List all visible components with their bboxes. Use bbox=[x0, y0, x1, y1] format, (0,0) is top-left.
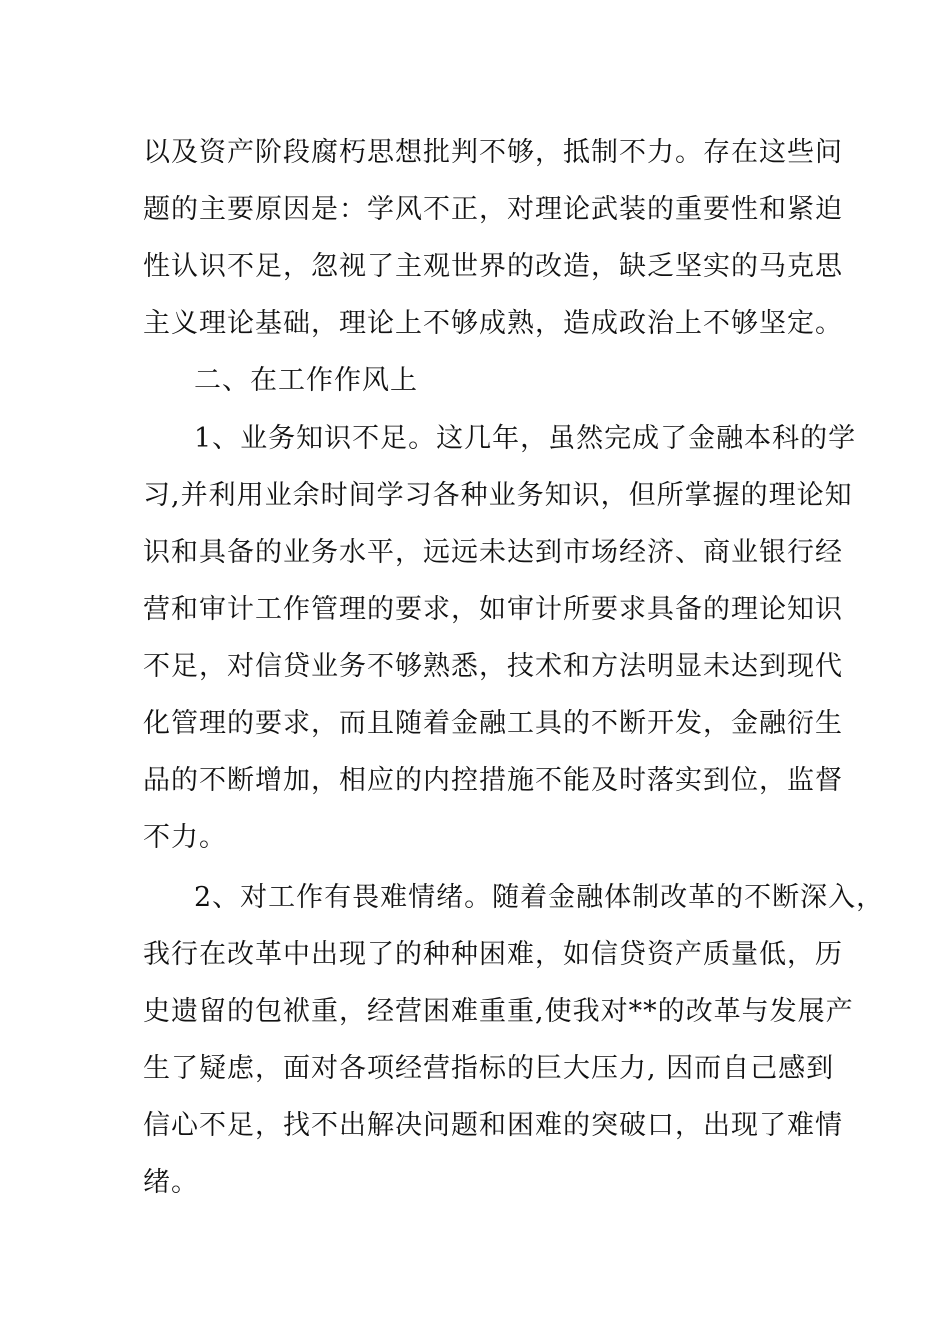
text-line: 我行在改革中出现了的种种困难，如信贷资产质量低，历 bbox=[143, 939, 843, 970]
section-heading: 二、在工作作风上 bbox=[194, 365, 418, 396]
text-line: 品的不断增加，相应的内控措施不能及时落实到位，监督 bbox=[143, 765, 843, 796]
text-line: 2、对工作有畏难情绪。随着金融体制改革的不断深入， bbox=[194, 882, 885, 913]
text-line: 1、业务知识不足。这几年，虽然完成了金融本科的学 bbox=[194, 423, 857, 454]
text-line: 以及资产阶段腐朽思想批判不够，抵制不力。存在这些问 bbox=[143, 137, 843, 168]
text-line: 主义理论基础，理论上不够成熟，造成政治上不够坚定。 bbox=[143, 308, 843, 339]
text-line: 不足，对信贷业务不够熟悉，技术和方法明显未达到现代 bbox=[143, 651, 843, 682]
text-line: 信心不足，找不出解决问题和困难的突破口，出现了难情 bbox=[143, 1110, 843, 1141]
text-line: 题的主要原因是：学风不正，对理论武装的重要性和紧迫 bbox=[143, 194, 843, 225]
text-line: 识和具备的业务水平，远远未达到市场经济、商业银行经 bbox=[143, 537, 843, 568]
text-line: 生了疑虑，面对各项经营指标的巨大压力, 因而自己感到 bbox=[143, 1053, 835, 1084]
text-line: 化管理的要求，而且随着金融工具的不断开发，金融衍生 bbox=[143, 708, 843, 739]
text-line: 习,并利用业余时间学习各种业务知识，但所掌握的理论知 bbox=[143, 480, 853, 511]
text-line: 性认识不足，忽视了主观世界的改造，缺乏坚实的马克思 bbox=[143, 251, 843, 282]
text-line: 史遗留的包袱重，经营困难重重,使我对**的改革与发展产 bbox=[143, 996, 854, 1027]
text-line: 不力。 bbox=[143, 822, 227, 853]
text-line: 营和审计工作管理的要求，如审计所要求具备的理论知识 bbox=[143, 594, 843, 625]
text-line: 绪。 bbox=[143, 1167, 199, 1198]
